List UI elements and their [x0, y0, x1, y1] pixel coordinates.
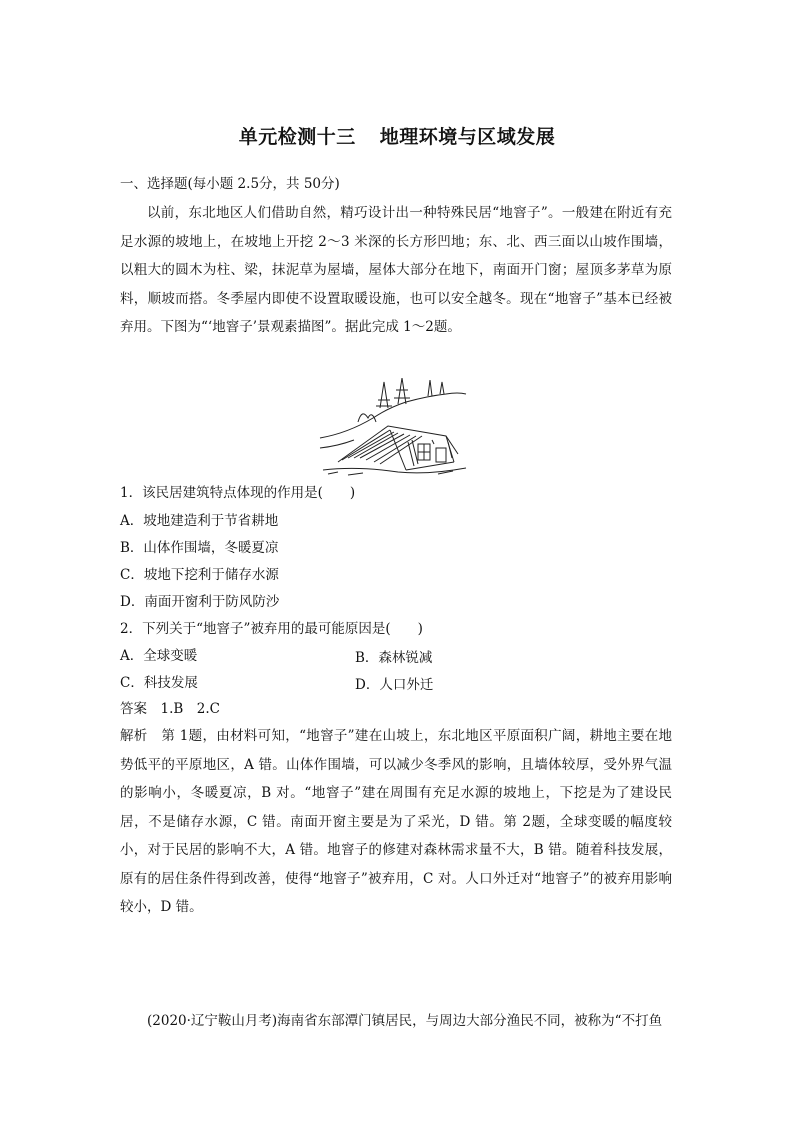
- section-heading: 一、选择题(每小题 2.5分，共 50分): [120, 176, 340, 192]
- q1-option-d: D．南面开窗利于防风防沙: [120, 594, 280, 610]
- next-paragraph: (2020·辽宁鞍山月考)海南省东部潭门镇居民，与周边大部分渔民不同，被称为“不打鱼: [147, 1013, 663, 1029]
- intro-paragraph: 以前，东北地区人们借助自然，精巧设计出一种特殊民居“地窨子”。一般建在附近有充足水源的坡地上，在坡地上开挖 2～3 米深的长方形凹地；东、北、西三面以山坡作围墙，以粗大的圆木为柱、梁，抹泥草为屋墙，屋体大部分在地下，南面开门窗；屋顶多茅草为原料，顺坡而搭。冬季屋内即使不设置取暖设施，也可以安全越冬。现在“地窨子”基本已经被弃用。下图为“‘地窨子’景观素描图”。据此完成 1～2题。: [120, 205, 672, 335]
- q2-option-b: B．森林锐减: [355, 650, 433, 666]
- q1-option-b: B．山体作围墙，冬暖夏凉: [120, 540, 279, 556]
- answer-line: 答案 1.B 2.C: [120, 701, 221, 717]
- q2-option-c: C．科技发展: [120, 675, 198, 691]
- title-part2: 地理环境与区域发展: [379, 126, 556, 148]
- q2-option-a: A．全球变暖: [120, 648, 198, 664]
- question-2-stem: 2．下列关于“地窨子”被弃用的最可能原因是( ): [120, 621, 423, 637]
- q1-option-a: A．坡地建造利于节省耕地: [120, 513, 279, 529]
- question-1-stem: 1．该民居建筑特点体现的作用是( ): [120, 485, 356, 501]
- analysis-paragraph: 解析 第 1题，由材料可知，“地窨子”建在山坡上，东北地区平原面积广阔，耕地主要在地势低平的平原地区，A 错。山体作围墙，可以减少冬季风的影响，且墙体较厚，受外界气温的影响小，冬暖夏凉，B 对。“地窨子”建在周围有充足水源的坡地上，下挖是为了建设民居，不是储存水源，C 错。南面开窗主要是为了采光，D 错。第 2题，全球变暖的幅度较小，对于民居的影响不大，A 错。地窨子的修建对森林需求量不大，B 错。随着科技发展，原有的居住条件得到改善，使得“地窨子”被弃用，C 对。人口外迁对“地窨子”的被弃用影响较小，D 错。: [120, 728, 672, 915]
- q2-option-d: D．人口外迁: [355, 677, 434, 693]
- title-part1: 单元检测十三: [238, 126, 356, 148]
- q1-option-c: C．坡地下挖利于储存水源: [120, 567, 279, 583]
- page-title: [0, 122, 794, 149]
- dijiaozi-sketch-figure: [318, 378, 468, 478]
